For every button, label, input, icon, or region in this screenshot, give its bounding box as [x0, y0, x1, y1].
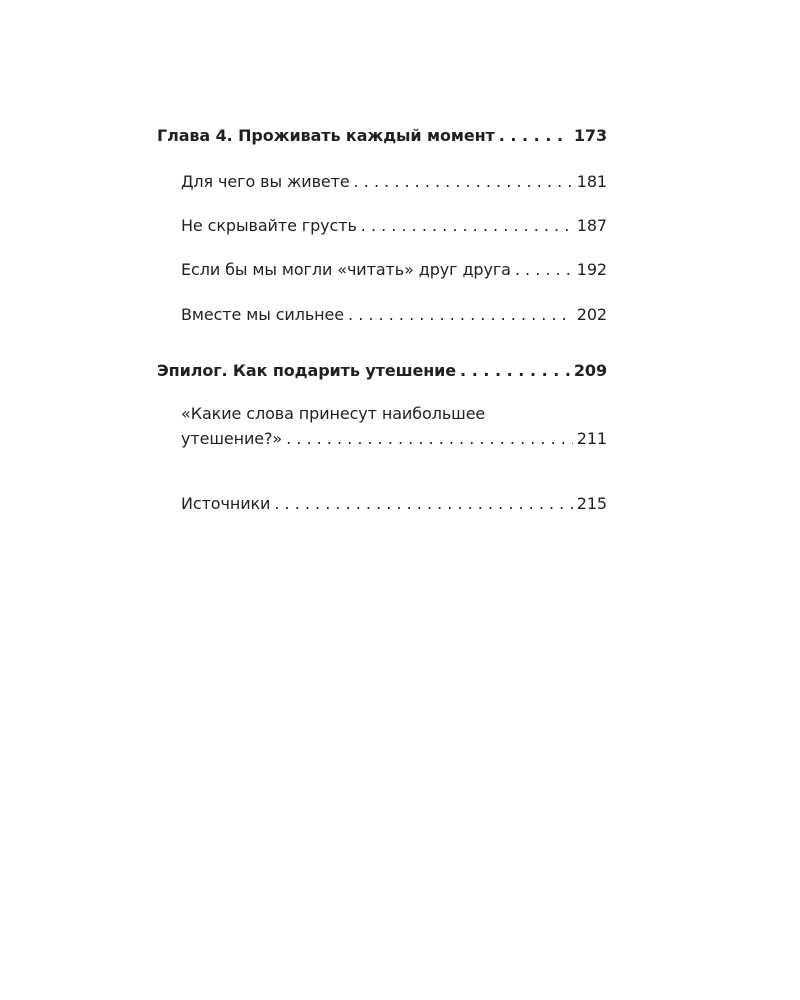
toc-item-what-you-live-for[interactable]: [181, 172, 607, 191]
toc-entry-title-line1: «Какие слова принесут наибольшее: [181, 404, 486, 423]
toc-item-comforting-words[interactable]: [181, 404, 607, 448]
toc-entry-page: 209: [573, 361, 607, 380]
toc-item-read-each-other[interactable]: [181, 260, 607, 279]
toc-entry-title: Источники: [181, 494, 271, 513]
dot-leader: [348, 305, 573, 324]
toc-entry-page: 202: [576, 305, 607, 324]
toc-entry-title: Эпилог. Как подарить утешение: [157, 361, 457, 380]
toc-entry-page: 211: [576, 429, 607, 448]
toc-entry-page: 173: [573, 126, 607, 145]
dot-leader: [354, 172, 573, 191]
toc-entry-page: 181: [576, 172, 607, 191]
dot-leader: [499, 126, 570, 145]
dot-leader: [286, 429, 573, 448]
toc-entry-title: Вместе мы сильнее: [181, 305, 345, 324]
toc-entry-page: 192: [576, 260, 607, 279]
toc-entry-title: Если бы мы могли «читать» друг друга: [181, 260, 511, 279]
toc-item-sources[interactable]: [181, 494, 607, 513]
toc-entry-page: 187: [576, 216, 607, 235]
toc-item-stronger-together[interactable]: [181, 305, 607, 324]
toc-item-dont-hide-sadness[interactable]: [181, 216, 607, 235]
toc-entry-page: 215: [576, 494, 607, 513]
dot-leader: [361, 216, 573, 235]
toc-entry-title-line2: утешение?»: [181, 429, 283, 448]
toc-entry-second-line: [181, 429, 607, 448]
dot-leader: [274, 494, 572, 513]
toc-entry-title: Для чего вы живете: [181, 172, 350, 191]
toc-entry-title: Глава 4. Проживать каждый момент: [157, 126, 495, 145]
toc-epilogue[interactable]: [157, 361, 607, 380]
toc-entry-title: Не скрывайте грусть: [181, 216, 357, 235]
dot-leader: [460, 361, 570, 380]
toc-chapter-4[interactable]: [157, 126, 607, 145]
dot-leader: [515, 260, 573, 279]
